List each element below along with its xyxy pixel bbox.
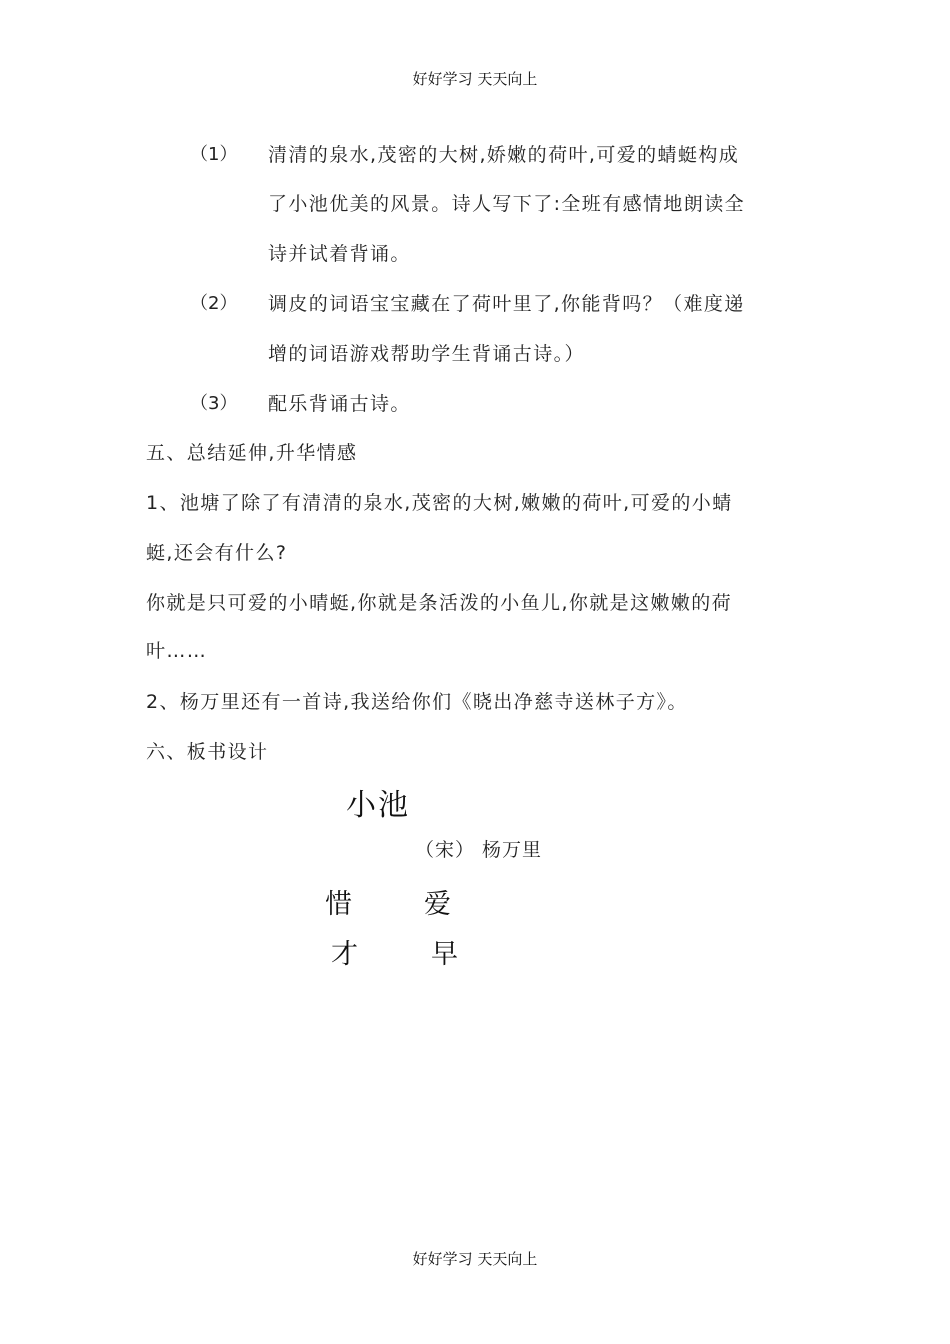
page-footer: 好好学习 天天向上 — [412, 1250, 538, 1268]
board-title: 小池 — [346, 788, 410, 823]
board-char: 爱 — [424, 889, 451, 920]
paragraph-line: 叶…… — [146, 640, 208, 662]
item-line: 配乐背诵古诗。 — [268, 393, 411, 415]
board-char: 才 — [331, 939, 358, 970]
item-number: （3） — [190, 393, 238, 414]
item-line: 增的词语游戏帮助学生背诵古诗。） — [268, 343, 585, 365]
board-char: 早 — [431, 939, 458, 970]
section-heading: 六、板书设计 — [146, 741, 269, 763]
paragraph-line: 1、池塘了除了有清清的泉水,茂密的大树,嫩嫩的荷叶,可爱的小蜻 — [146, 492, 733, 514]
paragraph-line: 蜓,还会有什么? — [146, 542, 288, 564]
board-author: （宋） 杨万里 — [415, 839, 543, 861]
paragraph-line: 2、杨万里还有一首诗,我送给你们《晓出净慈寺送林子方》。 — [146, 691, 688, 713]
page-header: 好好学习 天天向上 — [412, 70, 538, 88]
item-line: 了小池优美的风景。诗人写下了:全班有感情地朗读全 — [268, 193, 746, 215]
item-number: （2） — [190, 293, 238, 314]
item-line: 清清的泉水,茂密的大树,娇嫩的荷叶,可爱的蜻蜓构成 — [268, 144, 740, 166]
section-heading: 五、总结延伸,升华情感 — [146, 442, 358, 464]
board-char: 惜 — [325, 889, 352, 920]
item-number: （1） — [190, 144, 238, 165]
item-line: 调皮的词语宝宝藏在了荷叶里了,你能背吗？（难度递 — [268, 293, 745, 315]
item-line: 诗并试着背诵。 — [268, 243, 411, 265]
paragraph-line: 你就是只可爱的小晴蜓,你就是条活泼的小鱼儿,你就是这嫩嫩的荷 — [146, 592, 733, 614]
